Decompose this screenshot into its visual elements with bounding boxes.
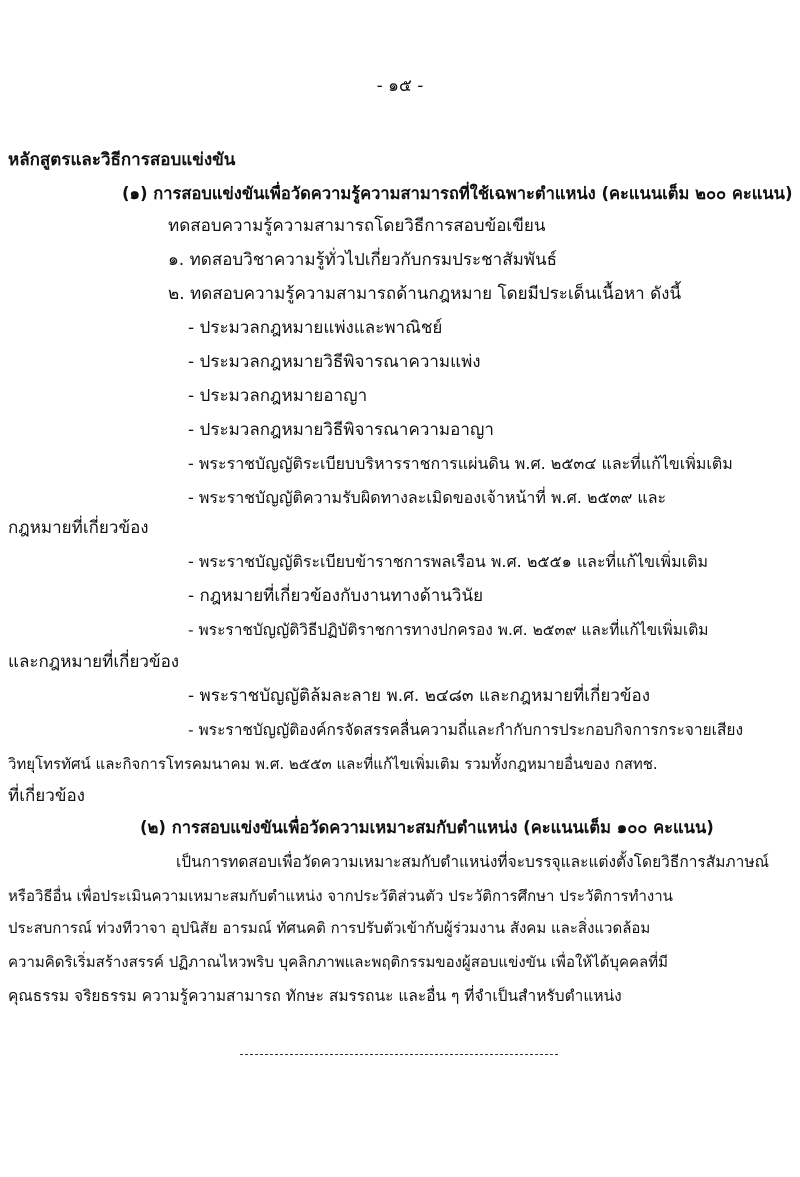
law-bullet: - พระราชบัญญัติระเบียบข้าราชการพลเรือน พ.ศ. ๒๕๕๑ และที่แก้ไขเพิ่มเติม bbox=[188, 552, 709, 571]
section-2-paragraph-line: ความคิดริเริ่มสร้างสรรค์ ปฏิภาณไหวพริบ บุคลิกภาพและพฤติกรรมของผู้สอบแข่งขัน เพื่อให้ได้บุคคลที่มี bbox=[8, 953, 669, 971]
law-bullet: - พระราชบัญญัติความรับผิดทางละเมิดของเจ้าหน้าที่ พ.ศ. ๒๕๓๙ และ bbox=[188, 488, 667, 507]
law-bullet: - ประมวลกฎหมายแพ่งและพาณิชย์ bbox=[188, 318, 443, 338]
law-bullet: - กฎหมายที่เกี่ยวข้องกับงานทางด้านวินัย bbox=[188, 586, 484, 606]
section-1-item-2: ๒. ทดสอบความรู้ความสามารถด้านกฎหมาย โดยมีประเด็นเนื้อหา ดังนี้ bbox=[168, 284, 682, 304]
law-bullet-continuation: วิทยุโทรทัศน์ และกิจการโทรคมนาคม พ.ศ. ๒๕๕๓ และที่แก้ไขเพิ่มเติม รวมทั้งกฎหมายอื่นของ กสทช. bbox=[8, 755, 658, 773]
section-2-paragraph-line: หรือวิธีอื่น เพื่อประเมินความเหมาะสมกับตำแหน่ง จากประวัติส่วนตัว ประวัติการศึกษา ประวัติการทำงาน bbox=[8, 887, 673, 905]
section-2-paragraph-line: เป็นการทดสอบเพื่อวัดความเหมาะสมกับตำแหน่งที่จะบรรจุและแต่งตั้งโดยวิธีการสัมภาษณ์ bbox=[176, 853, 769, 871]
law-bullet: - พระราชบัญญัติองค์กรจัดสรรคลื่นความถี่และกำกับการประกอบกิจการกระจายเสียง bbox=[188, 721, 744, 739]
page-number: - ๑๕ - bbox=[376, 76, 424, 96]
section-1-intro: ทดสอบความรู้ความสามารถโดยวิธีการสอบข้อเขียน bbox=[168, 216, 546, 236]
section-2-title: (๒) การสอบแข่งขันเพื่อวัดความเหมาะสมกับตำแหน่ง (คะแนนเต็ม ๑๐๐ คะแนน) bbox=[140, 818, 714, 837]
law-bullet: - พระราชบัญญัติระเบียบบริหารราชการแผ่นดิน พ.ศ. ๒๕๓๔ และที่แก้ไขเพิ่มเติม bbox=[188, 454, 733, 473]
end-divider bbox=[240, 1054, 558, 1055]
law-bullet: - ประมวลกฎหมายวิธีพิจารณาความอาญา bbox=[188, 420, 494, 440]
law-bullet: - พระราชบัญญัติวิธีปฏิบัติราชการทางปกครอง พ.ศ. ๒๕๓๙ และที่แก้ไขเพิ่มเติม bbox=[188, 621, 709, 639]
law-bullet-continuation: ที่เกี่ยวข้อง bbox=[8, 786, 85, 806]
section-1-item-1: ๑. ทดสอบวิชาความรู้ทั่วไปเกี่ยวกับกรมประชาสัมพันธ์ bbox=[168, 250, 557, 270]
law-bullet: - พระราชบัญญัติล้มละลาย พ.ศ. ๒๔๘๓ และกฎหมายที่เกี่ยวข้อง bbox=[188, 686, 651, 706]
section-1-title: (๑) การสอบแข่งขันเพื่อวัดความรู้ความสามารถที่ใช้เฉพาะตำแหน่ง (คะแนนเต็ม ๒๐๐ คะแนน) bbox=[122, 184, 793, 203]
section-2-paragraph-line: ประสบการณ์ ท่วงทีวาจา อุปนิสัย อารมณ์ ทัศนคติ การปรับตัวเข้ากับผู้ร่วมงาน สังคม และสิ่งแวดล้อม bbox=[8, 919, 651, 937]
law-bullet-continuation: และกฎหมายที่เกี่ยวข้อง bbox=[8, 652, 180, 672]
law-bullet-continuation: กฎหมายที่เกี่ยวข้อง bbox=[8, 518, 149, 538]
law-bullet: - ประมวลกฎหมายวิธีพิจารณาความแพ่ง bbox=[188, 352, 481, 372]
document-heading: หลักสูตรและวิธีการสอบแข่งขัน bbox=[8, 150, 236, 170]
law-bullet: - ประมวลกฎหมายอาญา bbox=[188, 386, 368, 406]
section-2-paragraph-line: คุณธรรม จริยธรรม ความรู้ความสามารถ ทักษะ สมรรถนะ และอื่น ๆ ที่จำเป็นสำหรับตำแหน่ง bbox=[8, 987, 622, 1005]
